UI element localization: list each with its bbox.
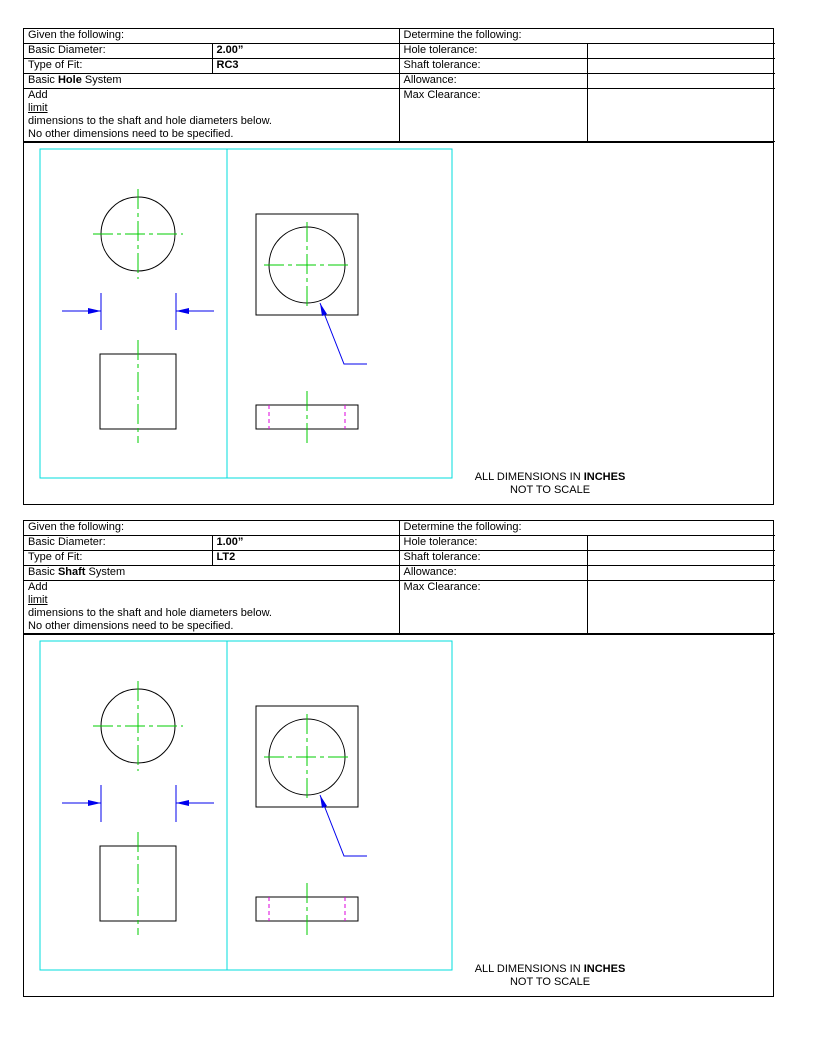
- scale-note: [460, 471, 640, 497]
- arrowhead-left: [88, 308, 101, 314]
- givens-table-2: [24, 521, 775, 634]
- hole-tolerance-label: Hole tolerance:: [399, 44, 587, 59]
- problem-1: [23, 28, 774, 505]
- instruction-line-2: No other dimensions need to be specified.: [28, 128, 234, 140]
- instruction-line-1: Add limit dimensions to the shaft and hole diameters below.: [28, 89, 272, 127]
- allowance-answer[interactable]: [587, 74, 775, 89]
- basic-diameter-label: Basic Diameter:: [24, 44, 212, 59]
- allowance-label: Allowance:: [399, 74, 587, 89]
- system-type: Shaft: [57, 566, 86, 578]
- given-heading: Given the following:: [24, 29, 399, 44]
- shaft-tolerance-label: Shaft tolerance:: [399, 551, 587, 566]
- basic-diameter-value: 1.00”: [212, 536, 399, 551]
- scale-note: [460, 963, 640, 989]
- max-clearance-label: Max Clearance:: [399, 89, 587, 142]
- arrowhead-left: [88, 800, 101, 806]
- arrowhead-right: [176, 308, 189, 314]
- note-line-2: NOT TO SCALE: [509, 484, 591, 496]
- fit-type-value: LT2: [212, 551, 399, 566]
- fit-type-label: Type of Fit:: [24, 59, 212, 74]
- system-suffix: System: [88, 566, 126, 578]
- basic-system: [24, 566, 399, 581]
- shaft-tolerance-answer[interactable]: [587, 59, 775, 74]
- hole-tolerance-label: Hole tolerance:: [399, 536, 587, 551]
- basic-diameter-value: 2.00”: [212, 44, 399, 59]
- note-line-2: NOT TO SCALE: [509, 976, 591, 988]
- system-prefix: Basic: [28, 74, 55, 86]
- given-heading: Given the following:: [24, 521, 399, 536]
- basic-diameter-label: Basic Diameter:: [24, 536, 212, 551]
- fit-drawing: [24, 635, 773, 996]
- basic-system: [24, 74, 399, 89]
- allowance-answer[interactable]: [587, 566, 775, 581]
- note-line-1: ALL DIMENSIONS IN INCHES: [474, 471, 626, 483]
- fit-drawing: [24, 143, 773, 504]
- instruction-line-1: Add limit dimensions to the shaft and hole diameters below.: [28, 581, 272, 619]
- determine-heading: Determine the following:: [399, 29, 775, 44]
- system-type: Hole: [57, 74, 82, 86]
- limit-word: limit: [28, 594, 48, 606]
- units-word: INCHES: [583, 471, 626, 483]
- leader-arrowhead: [320, 303, 327, 316]
- drawing-area: [24, 142, 773, 504]
- fit-type-value: RC3: [212, 59, 399, 74]
- max-clearance-label: Max Clearance:: [399, 581, 587, 634]
- system-prefix: Basic: [28, 566, 55, 578]
- givens-table-1: [24, 29, 775, 142]
- units-word: INCHES: [583, 963, 626, 975]
- fit-type-label: Type of Fit:: [24, 551, 212, 566]
- max-clearance-answer[interactable]: [587, 89, 775, 142]
- instructions: [24, 581, 399, 634]
- note-line-1: ALL DIMENSIONS IN INCHES: [474, 963, 626, 975]
- system-suffix: System: [84, 74, 122, 86]
- instruction-line-2: No other dimensions need to be specified.: [28, 620, 234, 632]
- problem-2: [23, 520, 774, 997]
- hole-leader-line: [320, 303, 367, 364]
- leader-arrowhead: [320, 795, 327, 808]
- arrowhead-right: [176, 800, 189, 806]
- allowance-label: Allowance:: [399, 566, 587, 581]
- max-clearance-answer[interactable]: [587, 581, 775, 634]
- shaft-tolerance-answer[interactable]: [587, 551, 775, 566]
- hole-tolerance-answer[interactable]: [587, 44, 775, 59]
- hole-leader-line: [320, 795, 367, 856]
- instructions: [24, 89, 399, 142]
- determine-heading: Determine the following:: [399, 521, 775, 536]
- shaft-tolerance-label: Shaft tolerance:: [399, 59, 587, 74]
- hole-tolerance-answer[interactable]: [587, 536, 775, 551]
- drawing-area: [24, 634, 773, 996]
- limit-word: limit: [28, 102, 48, 114]
